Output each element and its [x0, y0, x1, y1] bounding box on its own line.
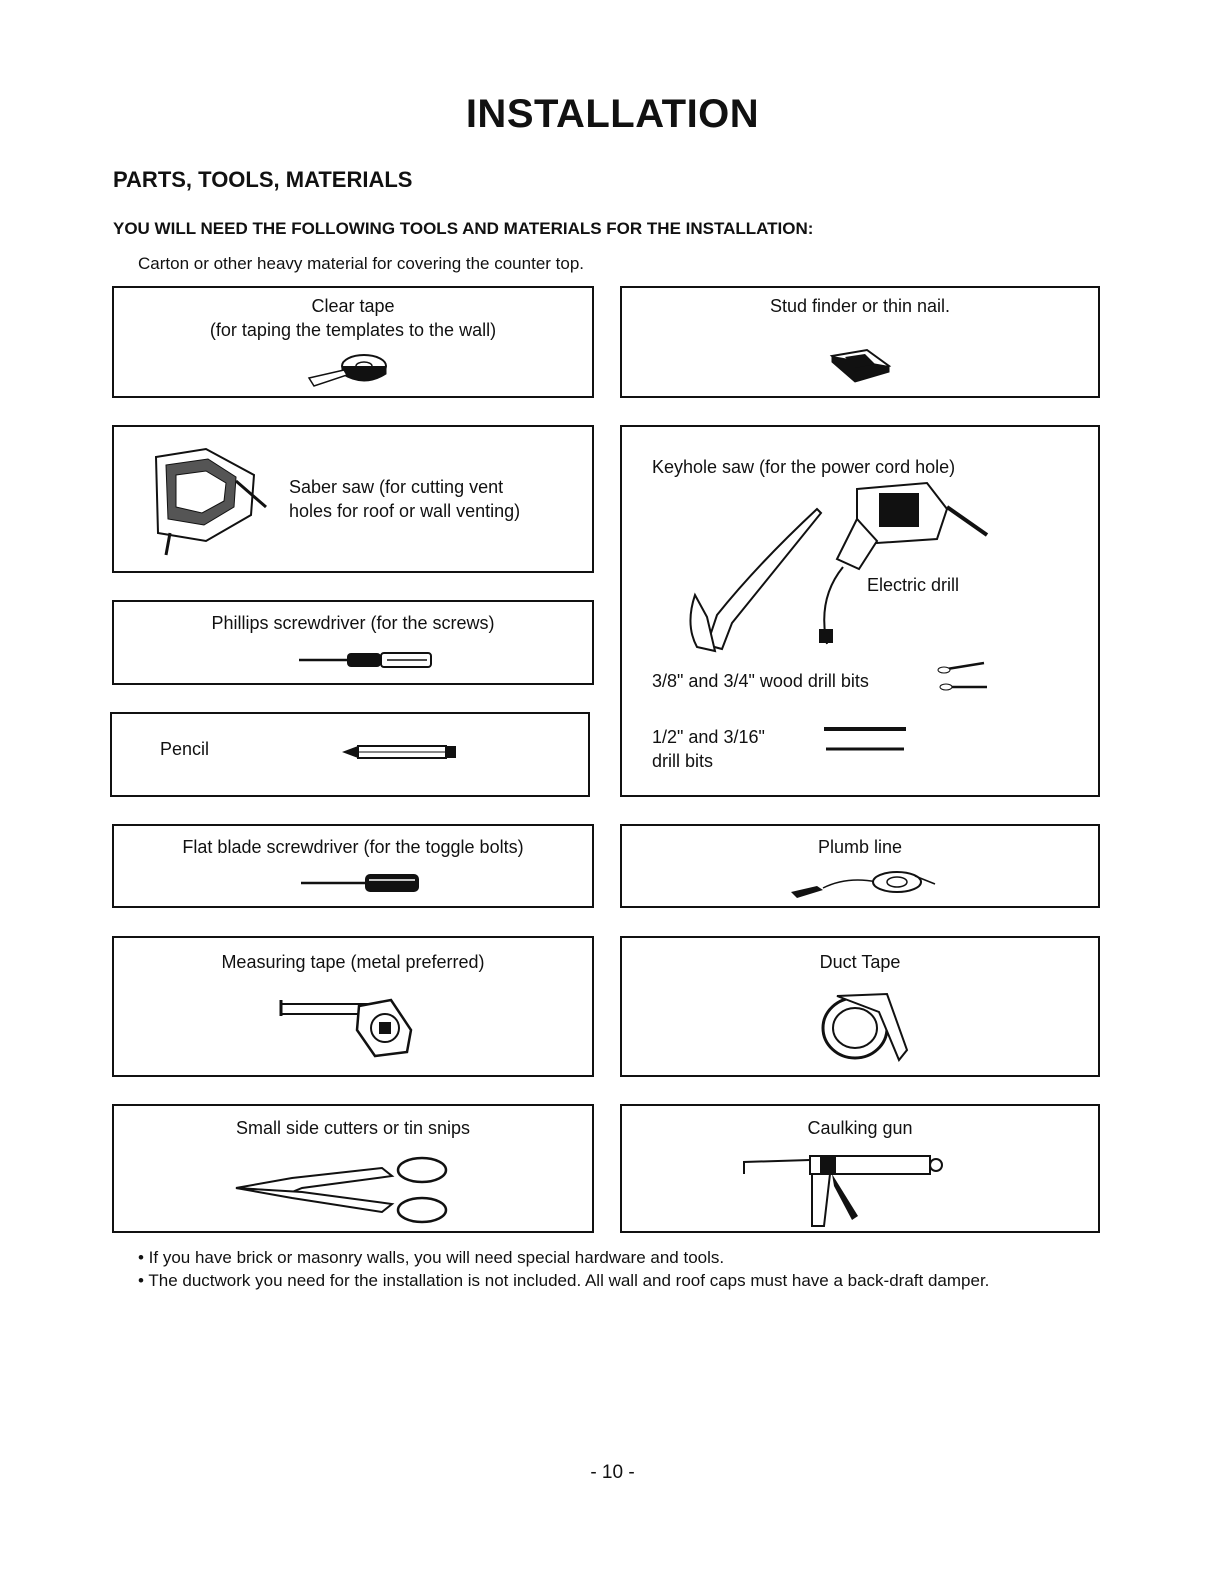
drill-bits-label: 1/2" and 3/16": [652, 727, 765, 747]
measuring-tape-label: Measuring tape (metal preferred): [221, 952, 485, 972]
plumb-line-icon: [787, 868, 947, 900]
caulking-gun-icon: [740, 1146, 950, 1231]
flat-blade-label: Flat blade screwdriver (for the toggle bolts): [182, 837, 524, 857]
duct-tape-icon: [817, 990, 917, 1070]
subheading: YOU WILL NEED THE FOLLOWING TOOLS AND MATERIALS FOR THE INSTALLATION:: [113, 219, 814, 238]
saber-saw-icon: [136, 445, 271, 555]
flat-screwdriver-box: [112, 824, 594, 908]
note-item: • The ductwork you need for the installation is not included. All wall and roof caps must have a back-draft damper.: [138, 1271, 990, 1290]
electric-drill-label: Electric drill: [867, 575, 960, 595]
drill-bits-icon: [820, 721, 910, 756]
saber-saw-box: [112, 425, 594, 573]
saber-saw-purpose: holes for roof or wall venting): [289, 501, 521, 521]
pencil-label: Pencil: [160, 739, 210, 759]
duct-tape-label: Duct Tape: [819, 952, 901, 972]
tape-roll-icon: [289, 348, 399, 388]
drill-bits-label-2: drill bits: [652, 751, 714, 771]
note-item: • If you have brick or masonry walls, you will need special hardware and tools.: [138, 1248, 725, 1267]
caulking-gun-label: Caulking gun: [807, 1118, 913, 1138]
page-title: INSTALLATION: [465, 92, 760, 136]
pencil-box: [110, 712, 590, 797]
caulking-gun-box: [620, 1104, 1100, 1233]
stud-finder-icon: [827, 348, 897, 383]
duct-tape-box: [620, 936, 1100, 1077]
wood-drill-bits-icon: [932, 659, 992, 694]
phillips-screwdriver-box: [112, 600, 594, 685]
keyhole-saw-label: Keyhole saw (for the power cord hole): [652, 457, 956, 477]
clear-tape-box: [112, 286, 594, 398]
page-number: - 10 -: [590, 1462, 635, 1483]
tin-snips-icon: [232, 1154, 452, 1226]
wood-bits-label: 3/8" and 3/4" wood drill bits: [652, 671, 869, 691]
phillips-label: Phillips screwdriver (for the screws): [211, 613, 495, 633]
saber-saw-label: Saber saw (for cutting vent: [289, 477, 504, 497]
clear-tape-purpose: (for taping the templates to the wall): [209, 320, 497, 340]
measuring-tape-icon: [279, 994, 429, 1064]
plumb-line-label: Plumb line: [817, 837, 903, 857]
tin-snips-box: [112, 1104, 594, 1233]
stud-finder-label: Stud finder or thin nail.: [769, 296, 951, 316]
section-heading: PARTS, TOOLS, MATERIALS: [113, 167, 413, 192]
flat-screwdriver-icon: [299, 872, 424, 894]
phillips-screwdriver-icon: [299, 650, 439, 670]
keyhole-saw-box: [620, 425, 1100, 797]
plumb-line-box: [620, 824, 1100, 908]
measuring-tape-box: [112, 936, 594, 1077]
notes: [138, 1246, 1098, 1292]
electric-drill-icon: [797, 479, 997, 649]
clear-tape-label: Clear tape: [311, 296, 395, 316]
stud-finder-box: [620, 286, 1100, 398]
cutters-label: Small side cutters or tin snips: [235, 1118, 471, 1138]
pencil-icon: [340, 742, 460, 762]
intro-text: Carton or other heavy material for covering the counter top.: [138, 254, 585, 273]
